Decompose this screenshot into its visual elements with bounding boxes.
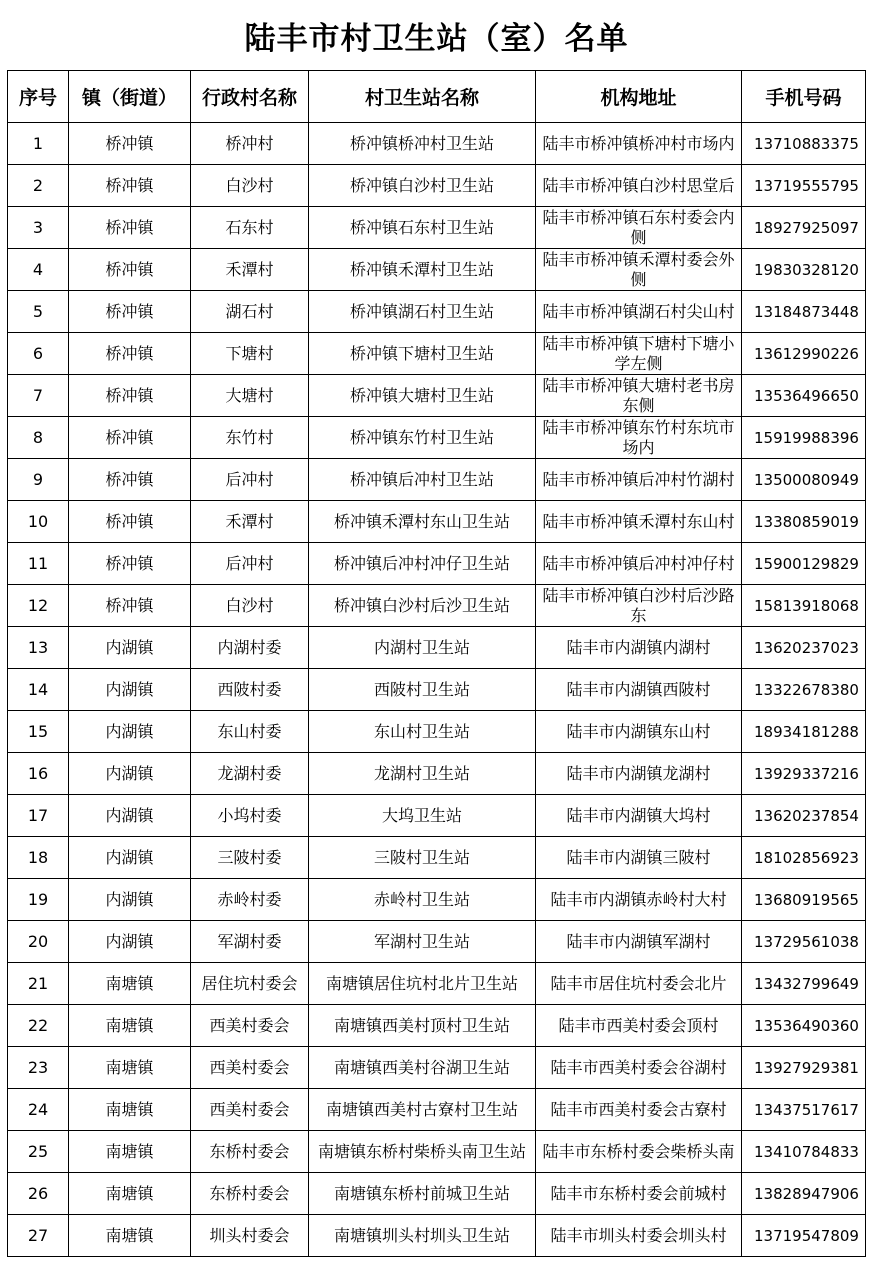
cell-village: 内湖村委 [191,627,309,669]
cell-town: 桥冲镇 [69,501,191,543]
cell-phone: 18934181288 [742,711,866,753]
table-row [8,1131,866,1173]
cell-village: 白沙村 [191,585,309,627]
cell-town: 内湖镇 [69,669,191,711]
cell-address: 陆丰市内湖镇龙湖村 [536,753,742,795]
cell-address: 陆丰市桥冲镇禾潭村东山村 [536,501,742,543]
cell-station-name: 南塘镇西美村顶村卫生站 [309,1005,536,1047]
cell-village: 东竹村 [191,417,309,459]
cell-town: 内湖镇 [69,837,191,879]
cell-town: 桥冲镇 [69,459,191,501]
cell-serial: 19 [8,879,69,921]
cell-serial: 6 [8,333,69,375]
cell-address: 陆丰市桥冲镇下塘村下塘小学左侧 [536,333,742,375]
cell-town: 内湖镇 [69,921,191,963]
table-row [8,879,866,921]
cell-town: 内湖镇 [69,753,191,795]
cell-serial: 9 [8,459,69,501]
cell-station-name: 南塘镇居住坑村北片卫生站 [309,963,536,1005]
cell-village: 西美村委会 [191,1089,309,1131]
cell-serial: 14 [8,669,69,711]
cell-station-name: 内湖村卫生站 [309,627,536,669]
cell-phone: 13500080949 [742,459,866,501]
cell-address: 陆丰市桥冲镇禾潭村委会外侧 [536,249,742,291]
cell-serial: 5 [8,291,69,333]
cell-village: 赤岭村委 [191,879,309,921]
cell-village: 西美村委会 [191,1005,309,1047]
table-body [8,123,866,1257]
cell-village: 下塘村 [191,333,309,375]
cell-village: 后冲村 [191,543,309,585]
cell-serial: 10 [8,501,69,543]
table-row [8,585,866,627]
cell-station-name: 东山村卫生站 [309,711,536,753]
cell-phone: 15919988396 [742,417,866,459]
cell-town: 桥冲镇 [69,291,191,333]
cell-phone: 13536496650 [742,375,866,417]
cell-station-name: 桥冲镇湖石村卫生站 [309,291,536,333]
cell-town: 南塘镇 [69,1005,191,1047]
cell-phone: 18927925097 [742,207,866,249]
cell-village: 东桥村委会 [191,1131,309,1173]
cell-station-name: 三陂村卫生站 [309,837,536,879]
header-address: 机构地址 [536,71,742,123]
cell-address: 陆丰市内湖镇东山村 [536,711,742,753]
cell-town: 桥冲镇 [69,543,191,585]
cell-village: 禾潭村 [191,249,309,291]
cell-address: 陆丰市西美村委会顶村 [536,1005,742,1047]
cell-town: 桥冲镇 [69,585,191,627]
cell-village: 白沙村 [191,165,309,207]
cell-village: 军湖村委 [191,921,309,963]
header-station-name: 村卫生站名称 [309,71,536,123]
cell-town: 桥冲镇 [69,207,191,249]
cell-address: 陆丰市居住坑村委会北片 [536,963,742,1005]
cell-town: 南塘镇 [69,963,191,1005]
cell-phone: 13437517617 [742,1089,866,1131]
cell-station-name: 南塘镇圳头村圳头卫生站 [309,1215,536,1257]
cell-phone: 15813918068 [742,585,866,627]
cell-phone: 13612990226 [742,333,866,375]
cell-serial: 25 [8,1131,69,1173]
cell-serial: 12 [8,585,69,627]
cell-serial: 23 [8,1047,69,1089]
cell-station-name: 军湖村卫生站 [309,921,536,963]
cell-village: 西美村委会 [191,1047,309,1089]
cell-serial: 11 [8,543,69,585]
cell-station-name: 南塘镇东桥村柴桥头南卫生站 [309,1131,536,1173]
cell-village: 西陂村委 [191,669,309,711]
table-row [8,333,866,375]
cell-station-name: 龙湖村卫生站 [309,753,536,795]
cell-station-name: 桥冲镇后冲村卫生站 [309,459,536,501]
table-row [8,921,866,963]
cell-phone: 13680919565 [742,879,866,921]
cell-address: 陆丰市东桥村委会柴桥头南 [536,1131,742,1173]
cell-address: 陆丰市桥冲镇大塘村老书房东侧 [536,375,742,417]
table-row [8,501,866,543]
cell-serial: 21 [8,963,69,1005]
cell-phone: 13410784833 [742,1131,866,1173]
cell-address: 陆丰市桥冲镇桥冲村市场内 [536,123,742,165]
cell-phone: 15900129829 [742,543,866,585]
cell-town: 桥冲镇 [69,123,191,165]
cell-town: 桥冲镇 [69,249,191,291]
table-row [8,375,866,417]
cell-phone: 13927929381 [742,1047,866,1089]
cell-phone: 19830328120 [742,249,866,291]
cell-phone: 13322678380 [742,669,866,711]
cell-town: 内湖镇 [69,879,191,921]
cell-serial: 3 [8,207,69,249]
cell-town: 桥冲镇 [69,375,191,417]
cell-village: 居住坑村委会 [191,963,309,1005]
cell-village: 湖石村 [191,291,309,333]
table-row [8,1215,866,1257]
cell-serial: 4 [8,249,69,291]
cell-address: 陆丰市桥冲镇湖石村尖山村 [536,291,742,333]
cell-station-name: 桥冲镇后冲村冲仔卫生站 [309,543,536,585]
cell-address: 陆丰市桥冲镇后冲村竹湖村 [536,459,742,501]
table-row [8,1005,866,1047]
cell-address: 陆丰市内湖镇西陂村 [536,669,742,711]
cell-station-name: 大坞卫生站 [309,795,536,837]
cell-serial: 15 [8,711,69,753]
table-row [8,1089,866,1131]
table-row [8,753,866,795]
cell-town: 南塘镇 [69,1047,191,1089]
cell-station-name: 桥冲镇桥冲村卫生站 [309,123,536,165]
cell-village: 桥冲村 [191,123,309,165]
table-row [8,123,866,165]
cell-village: 石东村 [191,207,309,249]
cell-serial: 26 [8,1173,69,1215]
cell-phone: 13828947906 [742,1173,866,1215]
cell-village: 小坞村委 [191,795,309,837]
table-row [8,627,866,669]
table-row [8,165,866,207]
cell-station-name: 桥冲镇禾潭村东山卫生站 [309,501,536,543]
cell-village: 圳头村委会 [191,1215,309,1257]
cell-station-name: 南塘镇东桥村前城卫生站 [309,1173,536,1215]
cell-address: 陆丰市西美村委会古寮村 [536,1089,742,1131]
table-row [8,291,866,333]
header-phone: 手机号码 [742,71,866,123]
table-row [8,795,866,837]
cell-town: 桥冲镇 [69,333,191,375]
cell-village: 禾潭村 [191,501,309,543]
cell-serial: 16 [8,753,69,795]
cell-village: 后冲村 [191,459,309,501]
cell-phone: 13719555795 [742,165,866,207]
table-row [8,207,866,249]
cell-address: 陆丰市桥冲镇白沙村思堂后 [536,165,742,207]
table-row [8,543,866,585]
cell-address: 陆丰市内湖镇三陂村 [536,837,742,879]
cell-town: 内湖镇 [69,795,191,837]
cell-serial: 27 [8,1215,69,1257]
cell-station-name: 南塘镇西美村古寮村卫生站 [309,1089,536,1131]
cell-town: 桥冲镇 [69,165,191,207]
table-row [8,669,866,711]
table-row [8,417,866,459]
cell-serial: 8 [8,417,69,459]
cell-address: 陆丰市西美村委会谷湖村 [536,1047,742,1089]
cell-address: 陆丰市桥冲镇白沙村后沙路东 [536,585,742,627]
cell-phone: 13380859019 [742,501,866,543]
cell-address: 陆丰市圳头村委会圳头村 [536,1215,742,1257]
cell-phone: 13710883375 [742,123,866,165]
page-title: 陆丰市村卫生站（室）名单 [244,21,629,57]
header-serial: 序号 [8,71,69,123]
header-town: 镇（街道） [69,71,191,123]
cell-station-name: 桥冲镇白沙村后沙卫生站 [309,585,536,627]
health-station-table [7,70,866,1257]
cell-town: 南塘镇 [69,1173,191,1215]
cell-station-name: 桥冲镇石东村卫生站 [309,207,536,249]
table-header [8,71,866,123]
cell-station-name: 西陂村卫生站 [309,669,536,711]
cell-address: 陆丰市东桥村委会前城村 [536,1173,742,1215]
cell-address: 陆丰市桥冲镇东竹村东坑市场内 [536,417,742,459]
cell-village: 东桥村委会 [191,1173,309,1215]
cell-phone: 13719547809 [742,1215,866,1257]
cell-town: 南塘镇 [69,1089,191,1131]
header-village: 行政村名称 [191,71,309,123]
cell-phone: 13620237854 [742,795,866,837]
cell-phone: 13729561038 [742,921,866,963]
cell-village: 龙湖村委 [191,753,309,795]
cell-address: 陆丰市内湖镇大坞村 [536,795,742,837]
cell-serial: 24 [8,1089,69,1131]
header-row [8,71,866,123]
cell-phone: 13929337216 [742,753,866,795]
cell-village: 三陂村委 [191,837,309,879]
cell-phone: 13536490360 [742,1005,866,1047]
cell-address: 陆丰市内湖镇军湖村 [536,921,742,963]
cell-town: 内湖镇 [69,711,191,753]
cell-address: 陆丰市内湖镇内湖村 [536,627,742,669]
cell-station-name: 桥冲镇白沙村卫生站 [309,165,536,207]
cell-station-name: 赤岭村卫生站 [309,879,536,921]
cell-phone: 13620237023 [742,627,866,669]
cell-station-name: 桥冲镇下塘村卫生站 [309,333,536,375]
cell-village: 大塘村 [191,375,309,417]
table-row [8,711,866,753]
cell-phone: 13184873448 [742,291,866,333]
cell-town: 内湖镇 [69,627,191,669]
cell-village: 东山村委 [191,711,309,753]
table-row [8,963,866,1005]
table-row [8,249,866,291]
cell-town: 南塘镇 [69,1131,191,1173]
cell-serial: 13 [8,627,69,669]
cell-serial: 20 [8,921,69,963]
cell-serial: 2 [8,165,69,207]
cell-station-name: 南塘镇西美村谷湖卫生站 [309,1047,536,1089]
cell-phone: 18102856923 [742,837,866,879]
cell-station-name: 桥冲镇大塘村卫生站 [309,375,536,417]
cell-station-name: 桥冲镇东竹村卫生站 [309,417,536,459]
cell-serial: 1 [8,123,69,165]
table-row [8,1047,866,1089]
cell-serial: 18 [8,837,69,879]
table-row [8,459,866,501]
cell-serial: 7 [8,375,69,417]
cell-serial: 17 [8,795,69,837]
cell-town: 南塘镇 [69,1215,191,1257]
cell-station-name: 桥冲镇禾潭村卫生站 [309,249,536,291]
table-row [8,837,866,879]
cell-town: 桥冲镇 [69,417,191,459]
cell-address: 陆丰市内湖镇赤岭村大村 [536,879,742,921]
table-row [8,1173,866,1215]
cell-serial: 22 [8,1005,69,1047]
cell-address: 陆丰市桥冲镇石东村委会内侧 [536,207,742,249]
cell-address: 陆丰市桥冲镇后冲村冲仔村 [536,543,742,585]
cell-phone: 13432799649 [742,963,866,1005]
